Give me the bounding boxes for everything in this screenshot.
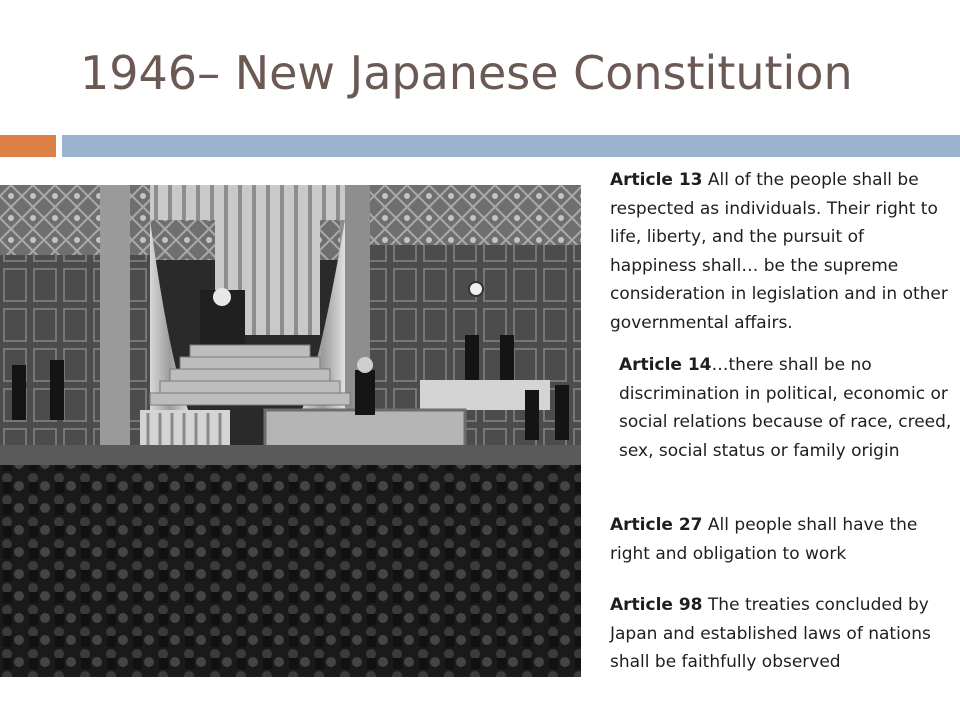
article-27-heading: Article 27: [610, 515, 703, 535]
article-14: [619, 351, 957, 465]
article-13-text: All of the people shall be respected as individuals. Their right to life, liberty, and the pursuit of happiness shall… be the supreme consideration in legislation and in other governmental affairs.: [610, 170, 948, 333]
article-98-text: The treaties concluded by Japan and established laws of nations shall be faithfully observed: [610, 595, 931, 672]
article-14-heading: Article 14: [619, 355, 712, 375]
article-13: [610, 166, 955, 337]
article-98-heading: Article 98: [610, 595, 703, 615]
article-27-text: All people shall have the right and obligation to work: [610, 515, 918, 564]
accent-bar-orange: [0, 135, 56, 157]
historical-photo: [0, 185, 581, 677]
slide-title: 1946– New Japanese Constitution: [80, 46, 853, 100]
accent-bar-blue: [62, 135, 960, 157]
article-98: [610, 591, 955, 677]
article-13-heading: Article 13: [610, 170, 703, 190]
article-14-text: …there shall be no discrimination in political, economic or social relations because of race, creed, sex, social status or family origin: [619, 355, 952, 461]
article-27: [610, 511, 955, 568]
